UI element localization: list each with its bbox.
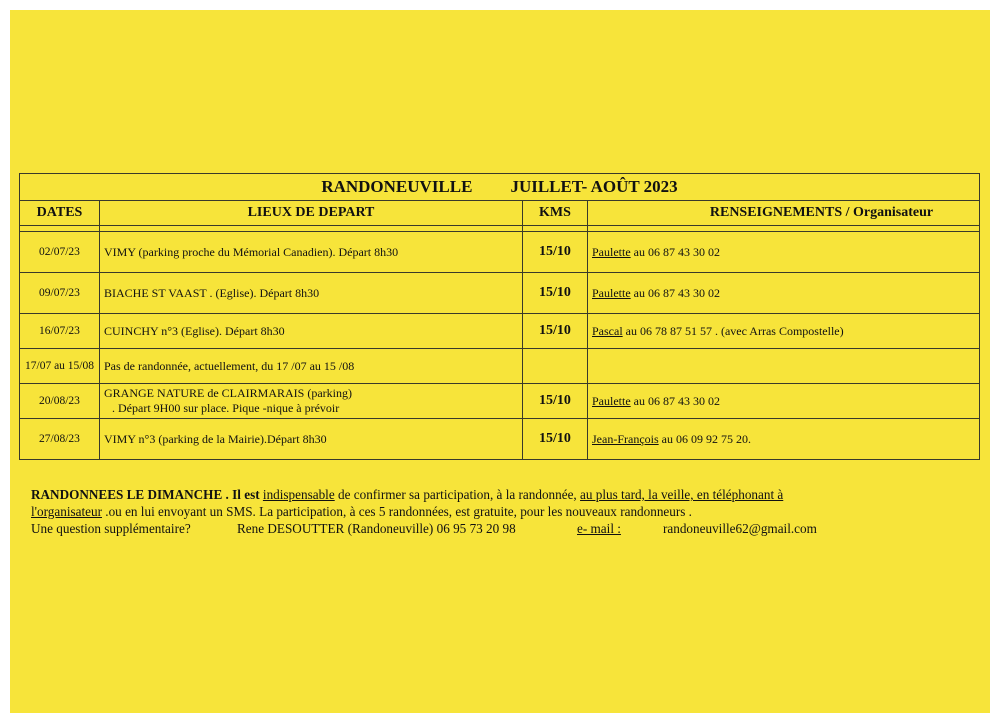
notes-block [31, 486, 961, 537]
contact-line [31, 520, 961, 537]
organisateur-name: Paulette [592, 244, 631, 259]
col-lieux: LIEUX DE DEPART [100, 201, 523, 226]
row-lieu-detail: . Départ 9H00 sur place. Pique -nique à prévoir [112, 401, 340, 415]
row-renseignements: Paulette au 06 87 43 30 02 [588, 273, 980, 314]
row-date: 17/07 au 15/08 [20, 349, 100, 384]
row-renseignements: Jean-François au 06 09 92 75 20. [588, 419, 980, 460]
title-period: JUILLET- AOÛT 2023 [510, 177, 678, 196]
question-text: Une question supplémentaire? [31, 521, 191, 536]
row-lieu: Pas de randonnée, actuellement, du 17 /07 au 15 /08 [100, 349, 523, 384]
table-row [20, 419, 980, 460]
col-renseignements: RENSEIGNEMENTS / Organisateur [588, 201, 980, 226]
note-line-1: RANDONNEES LE DIMANCHE . Il est indispensable de confirmer sa participation, à la randonnée, au plus tard, la veille, en téléphonant à [31, 487, 784, 502]
organisateur-name: Paulette [592, 285, 631, 300]
row-date: 27/08/23 [20, 419, 100, 460]
note-line-2: l'organisateur .ou en lui envoyant un SMS. La participation, à ces 5 randonnées, est gratuite, pour les nouveaux randonneurs . [31, 504, 692, 519]
row-lieu: VIMY n°3 (parking de la Mairie).Départ 8h30 [100, 419, 523, 460]
row-renseignements: Pascal au 06 78 87 51 57 . (avec Arras Compostelle) [588, 314, 980, 349]
table-title-row [20, 174, 980, 201]
row-kms: 15/10 [523, 232, 588, 273]
organisateur-name: Paulette [592, 393, 631, 408]
table-row [20, 384, 980, 419]
row-date: 09/07/23 [20, 273, 100, 314]
row-kms: 15/10 [523, 419, 588, 460]
title-club: RANDONEUVILLE [321, 177, 473, 196]
table-row [20, 273, 980, 314]
note-deadline: au plus tard, la veille, en téléphonant à [580, 487, 784, 502]
note-organisateur: l'organisateur [31, 504, 102, 519]
organisateur-name: Jean-François [592, 431, 659, 446]
row-date: 16/07/23 [20, 314, 100, 349]
row-lieu: GRANGE NATURE de CLAIRMARAIS (parking) . Départ 9H00 sur place. Pique -nique à prévoir [100, 384, 523, 419]
row-lieu: VIMY (parking proche du Mémorial Canadien). Départ 8h30 [100, 232, 523, 273]
row-date: 20/08/23 [20, 384, 100, 419]
schedule-table [19, 173, 980, 460]
row-renseignements: Paulette au 06 87 43 30 02 [588, 384, 980, 419]
row-renseignements [588, 349, 980, 384]
table-row [20, 314, 980, 349]
col-dates: DATES [20, 201, 100, 226]
row-lieu: CUINCHY n°3 (Eglise). Départ 8h30 [100, 314, 523, 349]
row-kms: 15/10 [523, 384, 588, 419]
email-address[interactable]: randoneuville62@gmail.com [663, 521, 817, 536]
row-date: 02/07/23 [20, 232, 100, 273]
note-emphasis: indispensable [262, 487, 335, 502]
header-row [20, 201, 980, 226]
organisateur-name: Pascal [592, 323, 623, 338]
contact-person: Rene DESOUTTER (Randoneuville) 06 95 73 20 98 [237, 521, 516, 536]
row-kms: 15/10 [523, 273, 588, 314]
email-label: e- mail : [577, 521, 621, 536]
col-kms: KMS [523, 201, 588, 226]
row-kms: 15/10 [523, 314, 588, 349]
table-row [20, 232, 980, 273]
row-renseignements: Paulette au 06 87 43 30 02 [588, 232, 980, 273]
table-row [20, 349, 980, 384]
row-lieu: BIACHE ST VAAST . (Eglise). Départ 8h30 [100, 273, 523, 314]
row-kms [523, 349, 588, 384]
table-title [20, 174, 980, 201]
